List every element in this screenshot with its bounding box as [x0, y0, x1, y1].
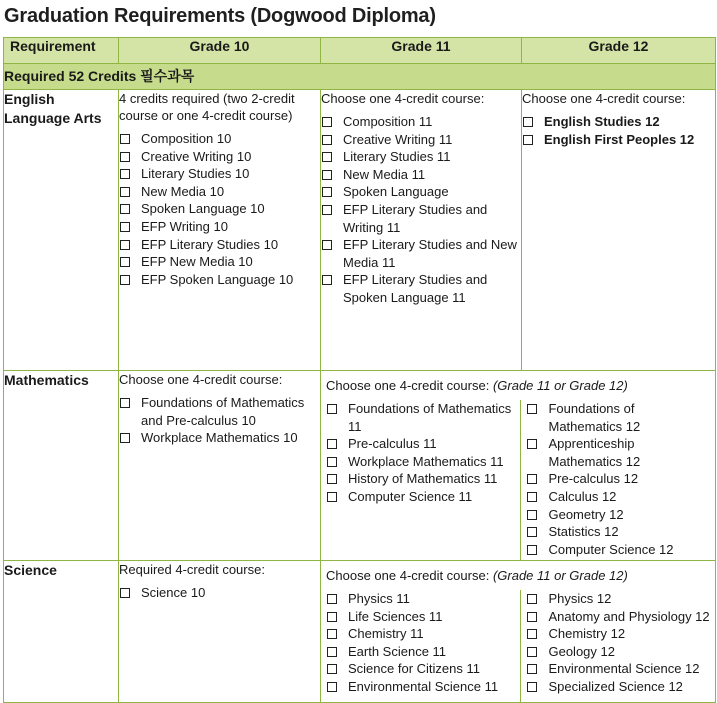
course-label: EFP Literary Studies 10	[141, 236, 279, 252]
course-item	[526, 678, 710, 696]
checkbox-icon	[327, 629, 337, 639]
course-item	[526, 488, 710, 506]
checkbox-icon	[527, 527, 537, 537]
course-item	[321, 166, 521, 184]
checkbox-icon	[527, 612, 537, 622]
science-grade-12	[521, 590, 715, 702]
course-label: Creative Writing 10	[141, 148, 252, 164]
course-label: History of Mathematics 11	[348, 471, 498, 487]
course-label: Apprenticeship Mathematics 12	[548, 436, 641, 469]
checkbox-icon	[120, 187, 130, 197]
course-item	[326, 625, 515, 643]
course-label: Geometry 12	[548, 506, 624, 522]
checkbox-icon	[327, 474, 337, 484]
checkbox-icon	[322, 117, 332, 127]
course-item	[321, 236, 521, 271]
checkbox-icon	[327, 647, 337, 657]
english-g12-list	[522, 113, 715, 148]
course-item	[119, 253, 320, 271]
math-g11-note: (Grade 11 or Grade 12)	[492, 378, 628, 393]
course-item	[119, 218, 320, 236]
course-item	[321, 131, 521, 149]
subject-science: Science	[4, 561, 119, 703]
course-label: Chemistry 11	[348, 626, 424, 642]
course-label: Chemistry 12	[548, 626, 626, 642]
science-grade-10	[119, 561, 321, 703]
checkbox-icon	[527, 439, 537, 449]
science-g11-note: (Grade 11 or Grade 12)	[492, 568, 628, 583]
course-item	[522, 131, 715, 149]
course-label: Pre-calculus 11	[348, 436, 437, 452]
course-item	[326, 453, 515, 471]
course-label: EFP Spoken Language 10	[141, 271, 294, 287]
course-label: Workplace Mathematics 10	[141, 430, 298, 446]
checkbox-icon	[120, 398, 130, 408]
course-label: Foundations of Mathematics 12	[548, 401, 641, 434]
checkbox-icon	[120, 134, 130, 144]
course-item	[526, 541, 710, 559]
course-item	[321, 201, 521, 236]
header-grade-12: Grade 12	[522, 38, 716, 64]
course-label: English First Peoples 12	[544, 131, 695, 147]
checkbox-icon	[120, 169, 130, 179]
checkbox-icon	[527, 492, 537, 502]
course-label: Statistics 12	[548, 524, 619, 540]
course-item	[321, 183, 521, 201]
checkbox-icon	[120, 275, 130, 285]
checkbox-icon	[527, 404, 537, 414]
checkbox-icon	[120, 588, 130, 598]
requirements-table	[3, 37, 716, 703]
english-grade-11	[321, 90, 522, 371]
course-label: Computer Science 12	[548, 541, 674, 557]
course-label: Geology 12	[548, 643, 615, 659]
checkbox-icon	[527, 474, 537, 484]
english-grade-12	[522, 90, 716, 371]
math-g12-list	[526, 400, 710, 558]
math-grade-11-12	[321, 371, 716, 561]
math-g11-intro-line	[321, 371, 715, 394]
course-label: EFP Literary Studies and Writing 11	[343, 201, 488, 235]
math-grade-12	[521, 400, 715, 560]
course-item	[119, 236, 320, 254]
course-item	[326, 643, 515, 661]
course-item	[526, 608, 710, 626]
course-item	[119, 271, 320, 289]
science-grade-11	[321, 590, 521, 702]
checkbox-icon	[527, 545, 537, 555]
course-label: EFP Writing 10	[141, 218, 228, 234]
math-grade-11	[321, 400, 521, 560]
course-item	[526, 660, 710, 678]
course-item	[119, 429, 320, 447]
checkbox-icon	[120, 204, 130, 214]
course-item	[522, 113, 715, 131]
checkbox-icon	[527, 647, 537, 657]
course-item	[526, 506, 710, 524]
course-item	[526, 643, 710, 661]
section-row	[4, 64, 716, 90]
english-g10-intro: 4 credits required (two 2-credit course or one 4-credit course)	[119, 91, 295, 123]
subject-math: Mathematics	[4, 371, 119, 561]
course-label: Spoken Language	[343, 184, 449, 200]
checkbox-icon	[120, 257, 130, 267]
english-g12-intro: Choose one 4-credit course:	[522, 91, 686, 106]
course-item	[326, 400, 515, 435]
english-row	[4, 90, 716, 371]
course-label: English Studies 12	[544, 114, 660, 129]
checkbox-icon	[527, 629, 537, 639]
course-label: Environmental Science 11	[348, 678, 499, 694]
course-label: Physics 12	[548, 591, 612, 606]
english-grade-10	[119, 90, 321, 371]
course-item	[119, 130, 320, 148]
course-item	[119, 584, 320, 602]
course-label: Foundations of Mathematics 11	[348, 401, 512, 434]
course-item	[326, 660, 515, 678]
course-item	[326, 608, 515, 626]
science-g11-intro-line	[321, 561, 715, 584]
checkbox-icon	[327, 682, 337, 692]
course-label: Creative Writing 11	[343, 131, 453, 147]
course-item	[119, 183, 320, 201]
checkbox-icon	[327, 594, 337, 604]
course-label: New Media 11	[343, 166, 426, 182]
course-item	[119, 394, 320, 429]
course-item	[526, 590, 710, 608]
course-item	[119, 200, 320, 218]
math-g11-g12-lists	[321, 400, 715, 560]
checkbox-icon	[120, 240, 130, 250]
checkbox-icon	[523, 117, 533, 127]
course-label: Environmental Science 12	[548, 661, 700, 677]
checkbox-icon	[327, 664, 337, 674]
science-g11-list	[326, 590, 515, 696]
course-label: Life Sciences 11	[348, 608, 443, 624]
course-item	[321, 113, 521, 131]
course-label: New Media 10	[141, 183, 225, 199]
checkbox-icon	[322, 275, 332, 285]
course-item	[526, 470, 710, 488]
course-label: Composition 11	[343, 114, 433, 129]
math-g10-list	[119, 394, 320, 447]
course-item	[526, 435, 710, 470]
english-g11-intro: Choose one 4-credit course:	[321, 91, 485, 106]
course-item	[326, 590, 515, 608]
checkbox-icon	[327, 612, 337, 622]
math-g10-intro: Choose one 4-credit course:	[119, 372, 283, 387]
course-label: Science for Citizens 11	[348, 661, 480, 677]
science-g10-intro: Required 4-credit course:	[119, 562, 265, 577]
course-label: Science 10	[141, 585, 206, 600]
course-label: Computer Science 11	[348, 488, 473, 504]
course-label: Foundations of Mathematics and Pre-calculus 10	[141, 395, 305, 428]
checkbox-icon	[527, 682, 537, 692]
math-grade-10	[119, 371, 321, 561]
science-g12-list	[526, 590, 710, 696]
course-item	[321, 271, 521, 306]
course-label: EFP Literary Studies and Spoken Language 11	[343, 272, 488, 305]
course-label: Literary Studies 11	[343, 149, 451, 165]
header-grade-11: Grade 11	[321, 38, 522, 64]
english-g10-list	[119, 130, 320, 288]
course-label: Workplace Mathematics 11	[348, 453, 504, 469]
header-grade-10: Grade 10	[119, 38, 321, 64]
course-label: Earth Science 11	[348, 643, 447, 659]
course-label: EFP Literary Studies and New Media 11	[343, 237, 517, 270]
math-g11-list	[326, 400, 515, 506]
english-g11-list	[321, 113, 521, 307]
checkbox-icon	[527, 594, 537, 604]
course-label: Spoken Language 10	[141, 201, 265, 217]
course-item	[119, 148, 320, 166]
course-item	[326, 488, 515, 506]
course-item	[526, 523, 710, 541]
checkbox-icon	[322, 135, 332, 145]
checkbox-icon	[120, 152, 130, 162]
course-item	[326, 678, 515, 696]
course-label: Anatomy and Physiology 12	[548, 608, 710, 624]
checkbox-icon	[322, 170, 332, 180]
course-item	[526, 625, 710, 643]
checkbox-icon	[322, 205, 332, 215]
checkbox-icon	[120, 433, 130, 443]
checkbox-icon	[322, 240, 332, 250]
checkbox-icon	[327, 439, 337, 449]
course-label: Calculus 12	[548, 488, 617, 504]
course-label: Literary Studies 10	[141, 166, 250, 182]
checkbox-icon	[120, 222, 130, 232]
checkbox-icon	[322, 152, 332, 162]
course-label: Pre-calculus 12	[548, 471, 639, 487]
checkbox-icon	[327, 457, 337, 467]
course-item	[119, 165, 320, 183]
page-title: Graduation Requirements (Dogwood Diploma)	[4, 5, 436, 27]
header-requirement: Requirement	[4, 38, 119, 64]
checkbox-icon	[322, 187, 332, 197]
course-label: Physics 11	[348, 591, 410, 606]
section-label: Required 52 Credits 필수과목	[4, 64, 716, 90]
math-row	[4, 371, 716, 561]
math-g11-intro: Choose one 4-credit course:	[326, 378, 490, 393]
course-item	[326, 470, 515, 488]
course-item	[526, 400, 710, 435]
course-label: Specialized Science 12	[548, 678, 683, 694]
science-g11-g12-lists	[321, 590, 715, 702]
checkbox-icon	[527, 510, 537, 520]
subject-english: English Language Arts	[4, 90, 119, 371]
checkbox-icon	[527, 664, 537, 674]
checkbox-icon	[327, 404, 337, 414]
checkbox-icon	[523, 135, 533, 145]
science-row	[4, 561, 716, 703]
course-label: EFP New Media 10	[141, 254, 253, 270]
course-item	[326, 435, 515, 453]
science-grade-11-12	[321, 561, 716, 703]
science-g11-intro: Choose one 4-credit course:	[326, 568, 490, 583]
checkbox-icon	[327, 492, 337, 502]
science-g10-list	[119, 584, 320, 602]
course-item	[321, 148, 521, 166]
header-row	[4, 38, 716, 64]
course-label: Composition 10	[141, 131, 232, 146]
